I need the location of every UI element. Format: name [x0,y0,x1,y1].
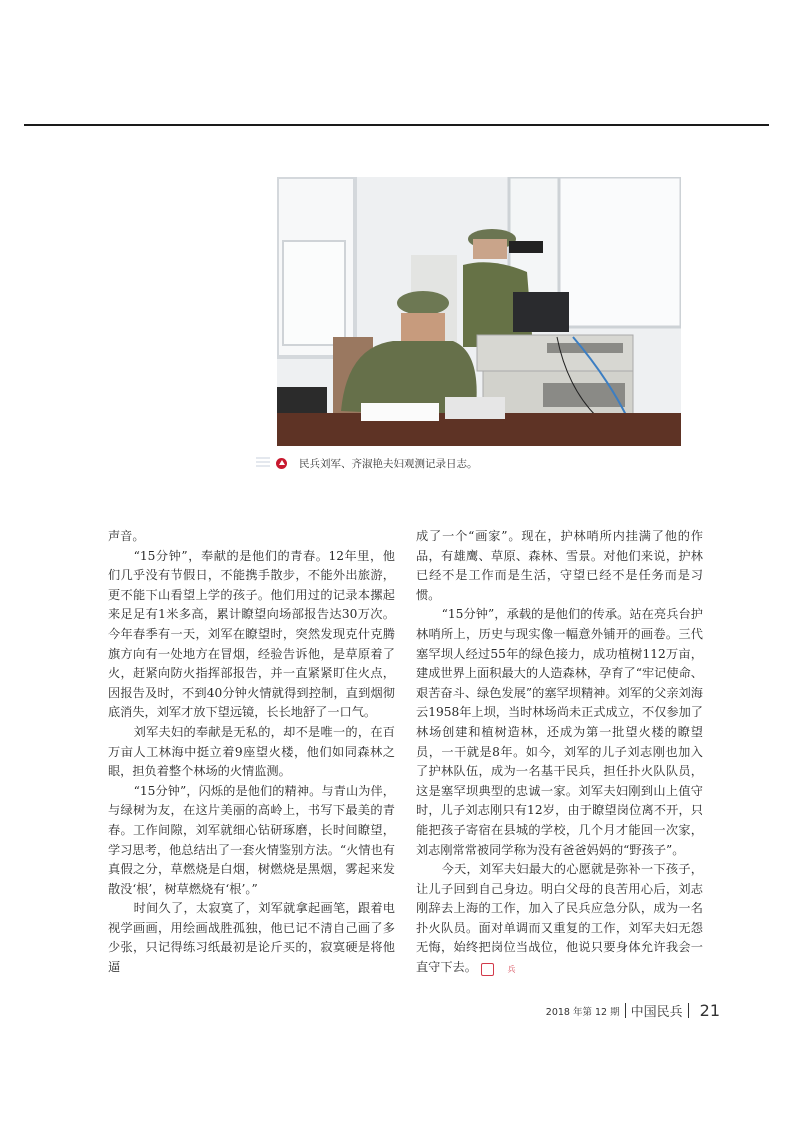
end-seal-icon: 兵 [481,963,494,976]
page-number: 21 [699,1001,720,1020]
caption-text: 民兵刘军、齐淑艳夫妇观测记录日志。 [299,457,478,470]
paragraph-text: 今天，刘军夫妇最大的心愿就是弥补一下孩子，让儿子回到自己身边。明白父母的良苦用心后，刘志刚辞去上海的工作，加入了民兵应急分队，成为一名扑火队员。面对单调而又重复的工作，刘军夫妇无怨无悔，始终把岗位当战位，他说只要身体允许我会一直守下去。 [416,862,703,975]
paragraph: “15分钟”，闪烁的是他们的精神。与青山为伴，与绿树为友，在这片美丽的高岭上，书写下最美的青春。工作间隙，刘军就细心钻研琢磨，长时间瞭望，学习思考，他总结出了一套火情鉴别方法。“火情也有真假之分，草燃烧是白烟，树燃烧是黑烟，雾起来发散没‘根’，树草燃烧有‘根’。” [108,783,395,896]
article-column-1 [108,527,395,978]
paragraph [416,860,703,978]
footer-divider [625,1003,626,1018]
magazine-name: 中国民兵 [630,1005,683,1020]
paragraph: 时间久了，太寂寞了，刘军就拿起画笔，跟着电视学画画，用绘画战胜孤独，他已记不清自己画了多少张，只记得练习纸最初是论斤买的，寂寞硬是将他逼 [108,901,395,975]
triangle-badge-icon [276,458,287,469]
article-column-2 [416,527,703,978]
paragraph: 刘军夫妇的奉献是无私的，却不是唯一的，在百万亩人工林海中挺立着9座望火楼，他们如同森林之眼，担负着整个林场的火情监测。 [108,724,395,779]
paragraph: “15分钟”，奉献的是他们的青春。12年里，他们几乎没有节假日，不能携手散步，不能外出旅游，更不能下山看望上学的孩子。他们用过的记录本摞起来足足有1米多高，累计瞭望向场部报告达30万次。今年春季有一天，刘军在瞭望时，突然发现克什克腾旗方向有一处地方在冒烟，经验告诉他，是草原着了火，赶紧向防火指挥部报告，并一直紧紧盯住火点，因报告及时，不到40分钟火情就得到控制，直到烟彻底消失，刘军才放下望远镜，长长地舒了一口气。 [108,548,395,720]
photo-illustration [277,177,681,446]
page-footer [546,1001,720,1020]
header-rule [24,124,769,126]
footer-divider [688,1003,689,1018]
paragraph: “15分钟”，承载的是他们的传承。站在亮兵台护林哨所上，历史与现实像一幅意外铺开的画卷。三代塞罕坝人经过55年的绿色接力，成功植树112万亩，建成世界上面积最大的人造森林，孕育了“牢记使命、艰苦奋斗、绿色发展”的塞罕坝精神。刘军的父亲刘海云1958年上坝，当时林场尚未正式成立，不仅参加了林场创建和植树造林，还成为第一批望火楼的瞭望员，一干就是8年。如今，刘军的儿子刘志刚也加入了护林队伍，成为一名基干民兵，担任扑火队队员，这是塞罕坝典型的忠诚一家。刘军夫妇刚到山上值守时，儿子刘志刚只有12岁，由于瞭望岗位离不开，只能把孩子寄宿在县城的学校，几个月才能回一次家，刘志刚常常被同学称为没有爸爸妈妈的“野孩子”。 [416,607,703,857]
paragraph: 成了一个“画家”。现在，护林哨所内挂满了他的作品，有雄鹰、草原、森林、雪景。对他们来说，护林已经不是工作而是生活，守望已经不是任务而是习惯。 [416,529,703,602]
caption-decoration [256,457,270,469]
photo-caption [256,454,478,472]
issue-label: 2018 年第 12 期 [545,1006,620,1018]
paragraph: 声音。 [108,529,145,543]
article-photo [277,177,681,446]
